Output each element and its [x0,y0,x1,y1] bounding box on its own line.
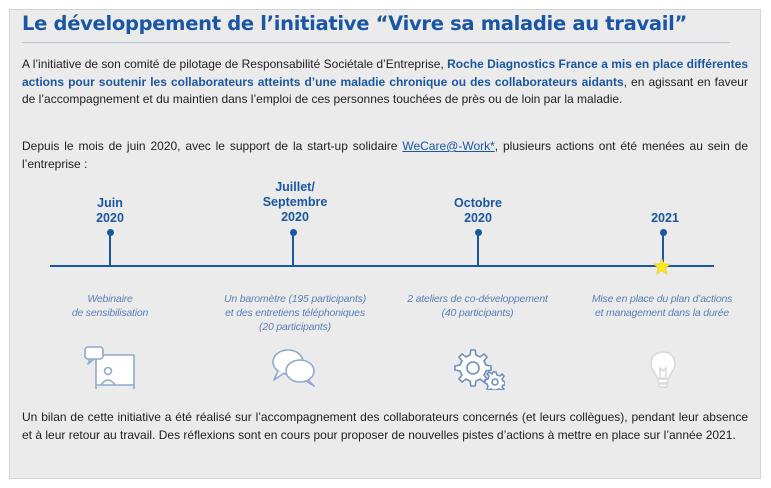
timeline-desc-2 [200,292,390,334]
intro-highlight: Roche Diagnostics France a mis en place différentes actions pour soutenir les collaborateurs atteints d’une maladie chronique ou des collaborateurs aidants [22,57,748,89]
timeline-date-3-line1: Octobre [454,196,502,210]
timeline-desc-3-line2: (40 participants) [441,307,514,319]
gears-icon [453,348,505,390]
timeline-date-2-line3: 2020 [281,210,309,224]
conclusion-paragraph: Un bilan de cette initiative a été réalisé sur l’accompagnement des collaborateurs concernés (et leurs collègues), pendant leur absence et à leur retour au travail. Des réflexions sont en cours pour proposer de nouvelles pistes d’actions à mettre en place sur l’année 2021. [22,410,748,442]
speech-bubbles-icon [270,345,320,389]
timeline-date-1-line2: 2020 [96,211,124,225]
intro-paragraph [22,56,748,109]
timeline-desc-4-line1: Mise en place du plan d’actions [591,293,733,305]
timeline-desc-1 [40,292,180,320]
timeline-date-3-line2: 2020 [464,211,492,225]
timeline-desc-4-line2: et management dans la durée [594,307,730,319]
timeline-date-3 [438,196,518,226]
timeline-stem-3 [477,232,479,266]
since-text-end: , plusieurs actions ont été menées au sein de l’entreprise : [22,139,748,171]
presentation-board-icon [82,345,138,389]
timeline-date-2-line2: Septembre [262,195,328,209]
wecare-link[interactable]: WeCare@-Work* [402,139,495,153]
timeline-date-2-line1: Juillet/ [275,180,315,194]
lightbulb-icon [648,348,678,390]
timeline-axis [50,265,714,267]
timeline-date-4 [625,211,705,226]
timeline-desc-2-line1: Un baromètre (195 participants) [223,293,367,305]
intro-text-end: , en agissant en faveur de l’accompagnement et du maintien dans l’emploi de ces personnes touchées de près ou de loin par la maladie. [22,74,748,106]
title-divider [22,42,730,43]
since-text: Depuis le mois de juin 2020, avec le support de la start-up solidaire [22,139,403,153]
timeline-desc-3-line1: 2 ateliers de co-développement [407,293,548,305]
timeline-desc-3 [385,292,570,320]
timeline-desc-2-line3: (20 participants) [259,321,331,333]
timeline-stem-1 [109,232,111,266]
timeline-desc-2-line2: et des entretiens téléphoniques [225,307,365,319]
timeline-desc-4 [572,292,752,320]
timeline-desc-1-line1: Webinaire [87,293,133,305]
since-paragraph [22,138,748,173]
timeline-stem-2 [292,232,294,266]
star-icon: ★ [652,254,672,279]
page-title: Le développement de l’initiative “Vivre sa maladie au travail” [22,12,688,35]
timeline-date-2 [240,180,350,225]
timeline-desc-1-line2: de sensibilisation [71,307,149,319]
timeline-date-1-line1: Juin [97,196,123,210]
timeline-date-1 [70,196,150,226]
intro-text: A l’initiative de son comité de pilotage de Responsabilité Sociétale d’Entreprise, [22,57,448,71]
timeline-date-4-line1: 2021 [651,211,679,225]
